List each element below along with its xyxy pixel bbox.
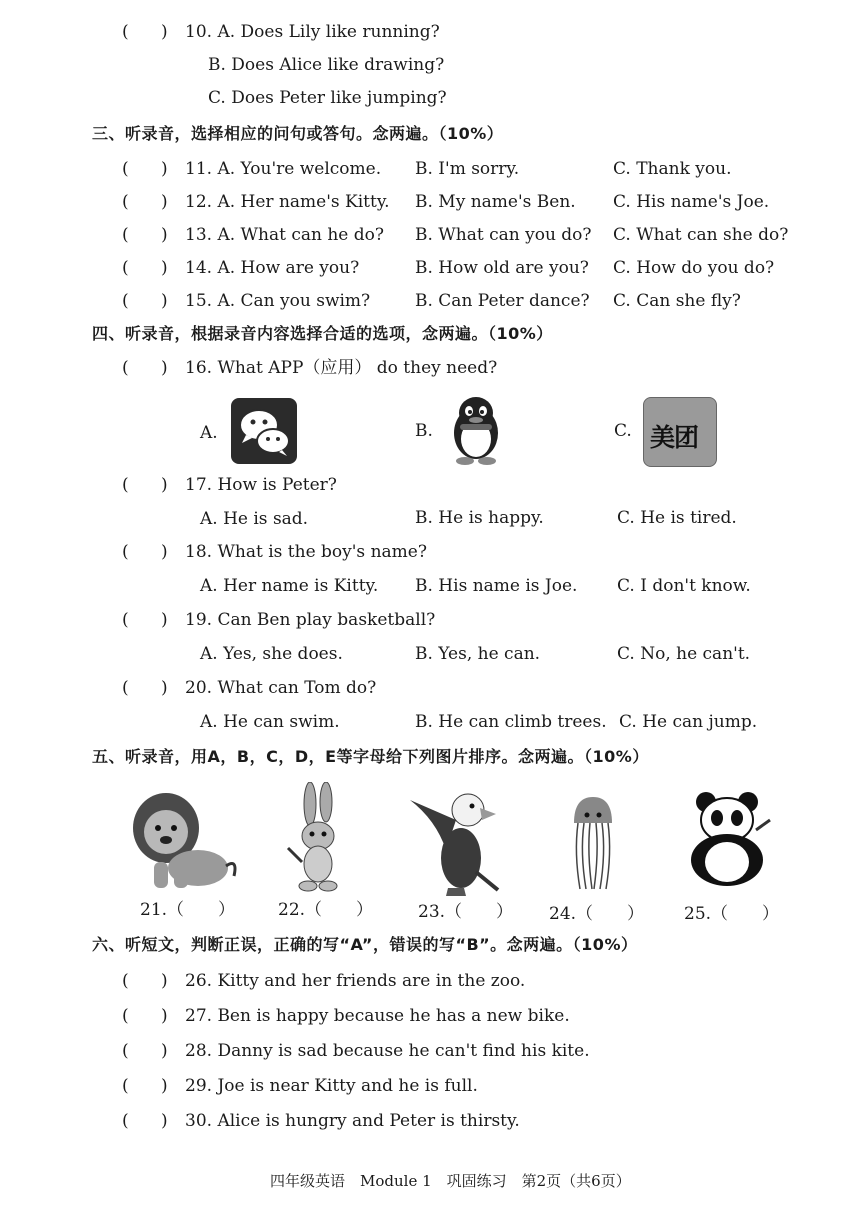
qq-penguin-icon (444, 393, 508, 465)
q13-option-a: 13. A. What can he do? (185, 225, 384, 245)
answer-bracket[interactable]: ( ) (122, 192, 168, 212)
page-footer: 四年级英语 Module 1 巩固练习 第2页（共6页） (270, 1172, 631, 1190)
picture-label-22[interactable]: 22.（ ） (278, 900, 374, 920)
q18-option-a: A. Her name is Kitty. (200, 576, 379, 596)
section-3-title: 三、听录音，选择相应的问句或答句。念两遍。（10%） (92, 124, 504, 143)
answer-bracket[interactable]: ( ) (122, 1111, 168, 1131)
q19-option-b: B. Yes, he can. (415, 644, 541, 664)
q30-statement: 30. Alice is hungry and Peter is thirsty. (185, 1111, 520, 1131)
q17-option-b: B. He is happy. (415, 508, 544, 528)
q10-option-a: 10. A. Does Lily like running? (185, 22, 440, 42)
answer-bracket[interactable]: ( ) (122, 225, 168, 245)
meituan-logo-text: 美团 (650, 423, 699, 452)
section-6-title: 六、听短文，判断正误，正确的写“A”，错误的写“B”。念两遍。（10%） (92, 935, 638, 954)
jellyfish-picture (570, 793, 616, 893)
q20-question: 20. What can Tom do? (185, 678, 377, 698)
q16-option-c-label: C. (614, 421, 632, 441)
rabbit-picture (282, 782, 352, 896)
q19-option-c: C. No, he can't. (617, 644, 751, 664)
q18-option-c: C. I don't know. (617, 576, 751, 596)
q15-option-b: B. Can Peter dance? (415, 291, 590, 311)
q10-option-b: B. Does Alice like drawing? (208, 55, 445, 75)
q20-option-b: B. He can climb trees. (415, 712, 607, 732)
wechat-icon (230, 397, 298, 465)
q12-option-b: B. My name's Ben. (415, 192, 576, 212)
section-4-title: 四、听录音，根据录音内容选择合适的选项，念两遍。（10%） (92, 324, 553, 343)
q18-question: 18. What is the boy's name? (185, 542, 427, 562)
answer-bracket[interactable]: ( ) (122, 159, 168, 179)
q13-option-c: C. What can she do? (613, 225, 789, 245)
q19-question: 19. Can Ben play basketball? (185, 610, 436, 630)
q19-option-a: A. Yes, she does. (200, 644, 343, 664)
answer-bracket[interactable]: ( ) (122, 258, 168, 278)
picture-label-21[interactable]: 21.（ ） (140, 900, 236, 920)
q12-option-a: 12. A. Her name's Kitty. (185, 192, 390, 212)
answer-bracket[interactable]: ( ) (122, 1041, 168, 1061)
eagle-picture (406, 780, 502, 898)
section-5-title: 五、听录音，用A，B，C，D，E等字母给下列图片排序。念两遍。（10%） (92, 747, 649, 766)
q29-statement: 29. Joe is near Kitty and he is full. (185, 1076, 478, 1096)
answer-bracket[interactable]: ( ) (122, 610, 168, 630)
q15-option-a: 15. A. Can you swim? (185, 291, 371, 311)
q16-option-b-label: B. (415, 421, 433, 441)
answer-bracket[interactable]: ( ) (122, 475, 168, 495)
q18-option-b: B. His name is Joe. (415, 576, 578, 596)
q14-option-c: C. How do you do? (613, 258, 775, 278)
picture-label-25[interactable]: 25.（ ） (684, 904, 780, 924)
answer-bracket[interactable]: ( ) (122, 1006, 168, 1026)
q10-option-c: C. Does Peter like jumping? (208, 88, 447, 108)
answer-bracket[interactable]: ( ) (122, 542, 168, 562)
q17-question: 17. How is Peter? (185, 475, 337, 495)
answer-bracket[interactable]: ( ) (122, 1076, 168, 1096)
answer-bracket[interactable]: ( ) (122, 22, 168, 42)
q16-option-a-label: A. (200, 423, 218, 443)
q27-statement: 27. Ben is happy because he has a new bike. (185, 1006, 570, 1026)
q14-option-b: B. How old are you? (415, 258, 589, 278)
panda-picture (684, 790, 774, 888)
q11-option-b: B. I'm sorry. (415, 159, 520, 179)
lion-picture (128, 788, 240, 894)
answer-bracket[interactable]: ( ) (122, 358, 168, 378)
q15-option-c: C. Can she fly? (613, 291, 741, 311)
answer-bracket[interactable]: ( ) (122, 971, 168, 991)
q20-option-a: A. He can swim. (200, 712, 340, 732)
q13-option-b: B. What can you do? (415, 225, 592, 245)
q12-option-c: C. His name's Joe. (613, 192, 770, 212)
q20-option-c: C. He can jump. (619, 712, 758, 732)
picture-label-24[interactable]: 24.（ ） (549, 904, 645, 924)
picture-label-23[interactable]: 23.（ ） (418, 902, 514, 922)
answer-bracket[interactable]: ( ) (122, 291, 168, 311)
q11-option-c: C. Thank you. (613, 159, 732, 179)
q28-statement: 28. Danny is sad because he can't find his kite. (185, 1041, 590, 1061)
meituan-icon (643, 397, 717, 467)
q14-option-a: 14. A. How are you? (185, 258, 360, 278)
q17-option-a: A. He is sad. (200, 509, 309, 529)
q11-option-a: 11. A. You're welcome. (185, 159, 382, 179)
q17-option-c: C. He is tired. (617, 508, 737, 528)
q16-question: 16. What APP（应用） do they need? (185, 358, 498, 378)
answer-bracket[interactable]: ( ) (122, 678, 168, 698)
q26-statement: 26. Kitty and her friends are in the zoo. (185, 971, 526, 991)
